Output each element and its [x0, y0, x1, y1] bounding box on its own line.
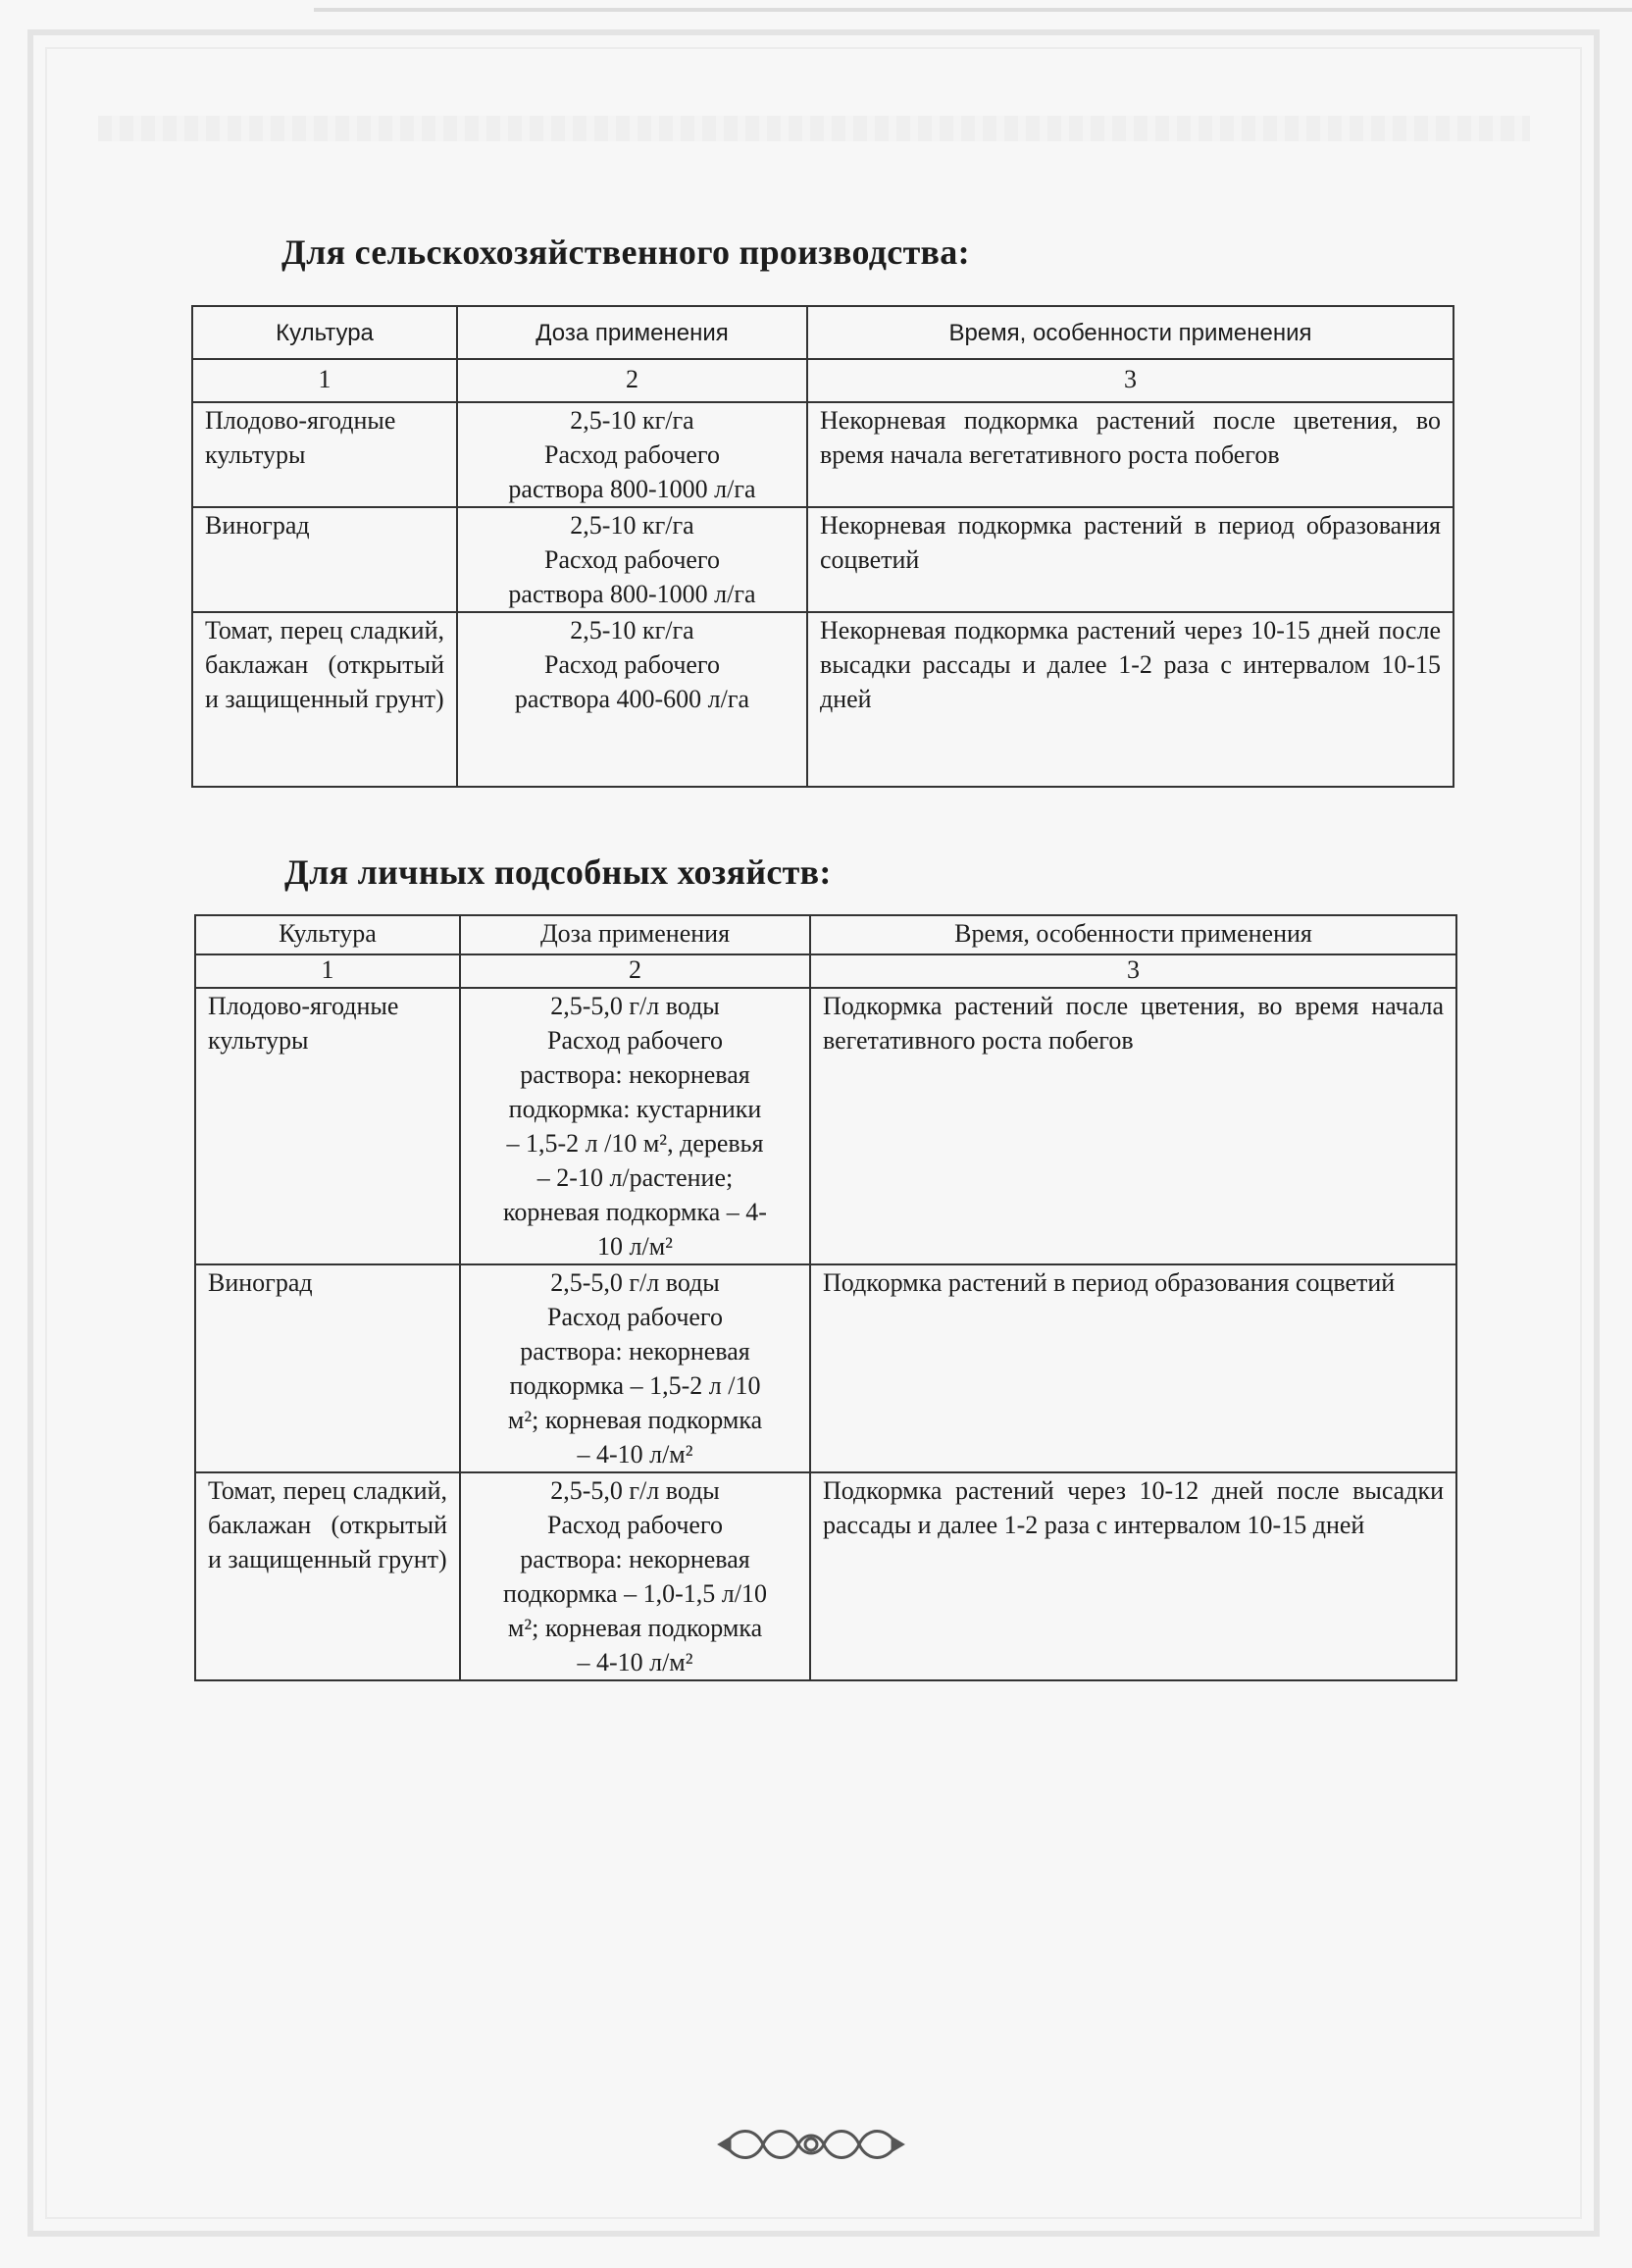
header-dose: Доза применения	[457, 306, 807, 359]
dose-line: подкормка – 1,5-2 л /10	[509, 1371, 761, 1400]
time-cell: Некорневая подкормка растений в период образования соцветий	[807, 507, 1454, 612]
dose-line: – 1,5-2 л /10 м², деревья	[506, 1129, 764, 1158]
column-number: 2	[457, 359, 807, 402]
section-title-private-farms: Для личных подсобных хозяйств:	[284, 852, 832, 892]
agricultural-dosage-table	[191, 305, 1454, 788]
top-edge-rule	[314, 8, 1632, 12]
dose-line: м²; корневая подкормка	[507, 1614, 763, 1642]
column-number: 2	[460, 954, 810, 988]
dose-line: корневая подкормка – 4-	[503, 1198, 767, 1226]
private-farm-dosage-table	[194, 914, 1457, 1681]
dose-line: 2,5-10 кг/га	[570, 406, 694, 435]
dose-cell	[457, 402, 807, 507]
time-cell: Подкормка растений через 10-12 дней после высадки рассады и далее 1-2 раза с интервалом 10-15 дней	[810, 1472, 1456, 1680]
crop-cell: Виноград	[195, 1264, 460, 1472]
dose-line: – 4-10 л/м²	[577, 1648, 693, 1676]
dose-line: 2,5-5,0 г/л воды	[550, 992, 720, 1020]
dose-line: раствора 400-600 л/га	[514, 685, 750, 713]
column-number: 1	[195, 954, 460, 988]
dose-line: раствора 800-1000 л/га	[508, 475, 756, 503]
dose-line: подкормка – 1,0-1,5 л/10	[503, 1579, 767, 1608]
time-cell: Подкормка растений после цветения, во время начала вегетативного роста побегов	[810, 988, 1456, 1264]
header-crop: Культура	[192, 306, 457, 359]
dose-line: 2,5-5,0 г/л воды	[550, 1268, 720, 1297]
faint-decorative-band	[98, 116, 1530, 141]
dose-line: 2,5-5,0 г/л воды	[550, 1476, 720, 1505]
dose-cell	[460, 1472, 810, 1680]
dose-line: – 4-10 л/м²	[577, 1440, 693, 1469]
dose-line: 2,5-10 кг/га	[570, 616, 694, 644]
header-time: Время, особенности применения	[807, 306, 1454, 359]
dose-line: раствора 800-1000 л/га	[508, 580, 756, 608]
crop-cell: Томат, перец сладкий, баклажан (открытый и защищенный грунт)	[195, 1472, 460, 1680]
column-number-row	[195, 954, 1456, 988]
header-dose: Доза применения	[460, 915, 810, 954]
dose-line: 10 л/м²	[597, 1232, 673, 1261]
column-number: 1	[192, 359, 457, 402]
dose-line: подкормка: кустарники	[508, 1095, 762, 1123]
table-row	[192, 507, 1454, 612]
dose-cell	[460, 988, 810, 1264]
header-time: Время, особенности применения	[810, 915, 1456, 954]
dose-line: м²; корневая подкормка	[507, 1406, 763, 1434]
dose-line: Расход рабочего	[547, 1303, 723, 1331]
table-row	[192, 612, 1454, 787]
footer-ornament-icon	[716, 2119, 906, 2170]
column-number: 3	[807, 359, 1454, 402]
dose-line: Расход рабочего	[544, 440, 720, 469]
time-cell: Некорневая подкормка растений после цветения, во время начала вегетативного роста побегов	[807, 402, 1454, 507]
table-row	[195, 1472, 1456, 1680]
crop-cell: Виноград	[192, 507, 457, 612]
column-number: 3	[810, 954, 1456, 988]
crop-cell: Томат, перец сладкий, баклажан (открытый и защищенный грунт)	[192, 612, 457, 787]
table-header-row	[195, 915, 1456, 954]
table-row	[195, 1264, 1456, 1472]
dose-line: раствора: некорневая	[520, 1337, 750, 1366]
dose-line: Расход рабочего	[547, 1026, 723, 1055]
dose-line: – 2-10 л/растение;	[536, 1163, 734, 1192]
header-crop: Культура	[195, 915, 460, 954]
dose-cell	[457, 507, 807, 612]
dose-line: Расход рабочего	[544, 650, 720, 679]
dose-line: Расход рабочего	[544, 545, 720, 574]
column-number-row	[192, 359, 1454, 402]
dose-cell	[457, 612, 807, 787]
crop-cell: Плодово-ягодные культуры	[195, 988, 460, 1264]
crop-cell: Плодово-ягодные культуры	[192, 402, 457, 507]
dose-line: 2,5-10 кг/га	[570, 511, 694, 540]
dose-cell	[460, 1264, 810, 1472]
time-cell: Подкормка растений в период образования соцветий	[810, 1264, 1456, 1472]
table-header-row	[192, 306, 1454, 359]
dose-line: Расход рабочего	[547, 1511, 723, 1539]
dose-line: раствора: некорневая	[520, 1545, 750, 1573]
table-row	[195, 988, 1456, 1264]
section-title-agricultural: Для сельскохозяйственного производства:	[281, 232, 970, 272]
dose-line: раствора: некорневая	[520, 1060, 750, 1089]
time-cell: Некорневая подкормка растений через 10-15 дней после высадки рассады и далее 1-2 раза с интервалом 10-15 дней	[807, 612, 1454, 787]
table-row	[192, 402, 1454, 507]
